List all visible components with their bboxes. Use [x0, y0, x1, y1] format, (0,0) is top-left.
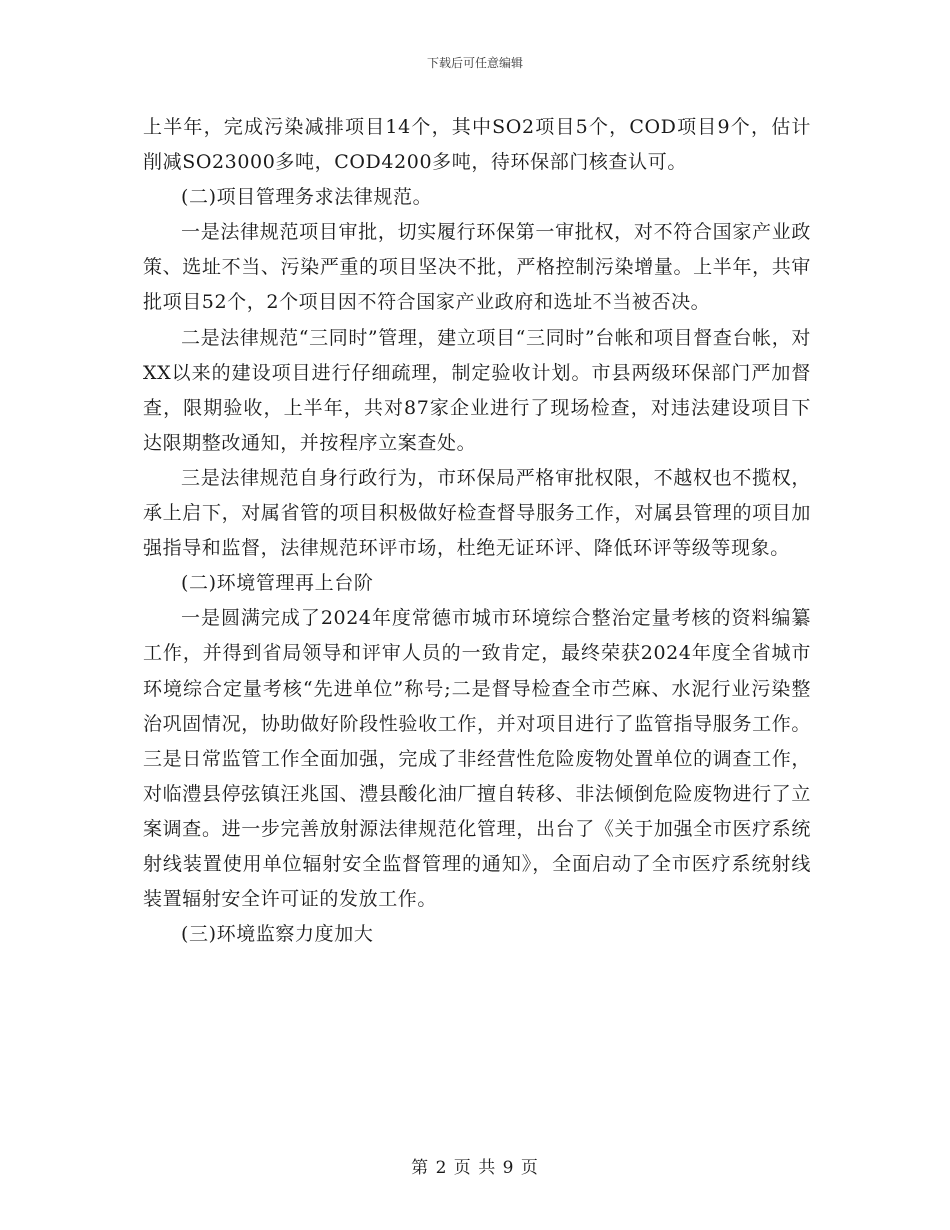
document-body — [143, 110, 811, 952]
paragraph-administrative-conduct: 三是法律规范自身行政行为，市环保局严格审批权限，不越权也不揽权，承上启下，对属省管的项目积极做好检查督导服务工作，对属县管理的项目加强指导和监督，法律规范环评市场，杜绝无证环评、降低环评等级等现象。 — [143, 466, 811, 560]
paragraph-environment-management: 一是圆满完成了2024年度常德市城市环境综合整治定量考核的资料编纂工作，并得到省局领导和评审人员的一致肯定，最终荣获2024年度全省城市环境综合定量考核“先进单位”称号;二是督导检查全市苎麻、水泥行业污染整治巩固情况，协助做好阶段性验收工作，并对项目进行了监管指导服务工作。三是日常监管工作全面加强，完成了非经营性危险废物处置单位的调查工作，对临澧县停弦镇汪兆国、澧县酸化油厂擅自转移、非法倾倒危险废物进行了立案调查。进一步完善放射源法律规范化管理，出台了《关于加强全市医疗系统射线装置使用单位辐射安全监督管理的通知》，全面启动了全市医疗系统射线装置辐射安全许可证的发放工作。 — [143, 607, 811, 911]
section-heading-environment-management: (二)环境管理再上台阶 — [181, 572, 374, 595]
header-note: 下载后可任意编辑 — [426, 56, 523, 70]
paragraph-project-approval: 一是法律规范项目审批，切实履行环保第一审批权，对不符合国家产业政策、选址不当、污染严重的项目坚决不批，严格控制污染增量。上半年，共审批项目52个，2个项目因不符合国家产业政府和选址不当被否决。 — [143, 221, 811, 314]
section-heading-project-management: (二)项目管理务求法律规范。 — [181, 186, 433, 209]
paragraph-reduction-summary: 上半年，完成污染减排项目14个，其中SO2项目5个，COD项目9个，估计削减SO23000多吨，COD4200多吨，待环保部门核查认可。 — [143, 116, 811, 174]
page-number-label: 第 2 页 共 9 页 — [411, 1158, 539, 1178]
section-heading-environment-supervision: (三)环境监察力度加大 — [181, 923, 374, 946]
paragraph-three-simultaneous: 二是法律规范“三同时”管理，建立项目“三同时”台帐和项目督查台帐，对XX以来的建设项目进行仔细疏理，制定验收计划。市县两级环保部门严加督查，限期验收，上半年，共对87家企业进行了现场检查，对违法建设项目下达限期整改通知，并按程序立案查处。 — [143, 326, 811, 454]
page-number-footer — [0, 1153, 950, 1178]
